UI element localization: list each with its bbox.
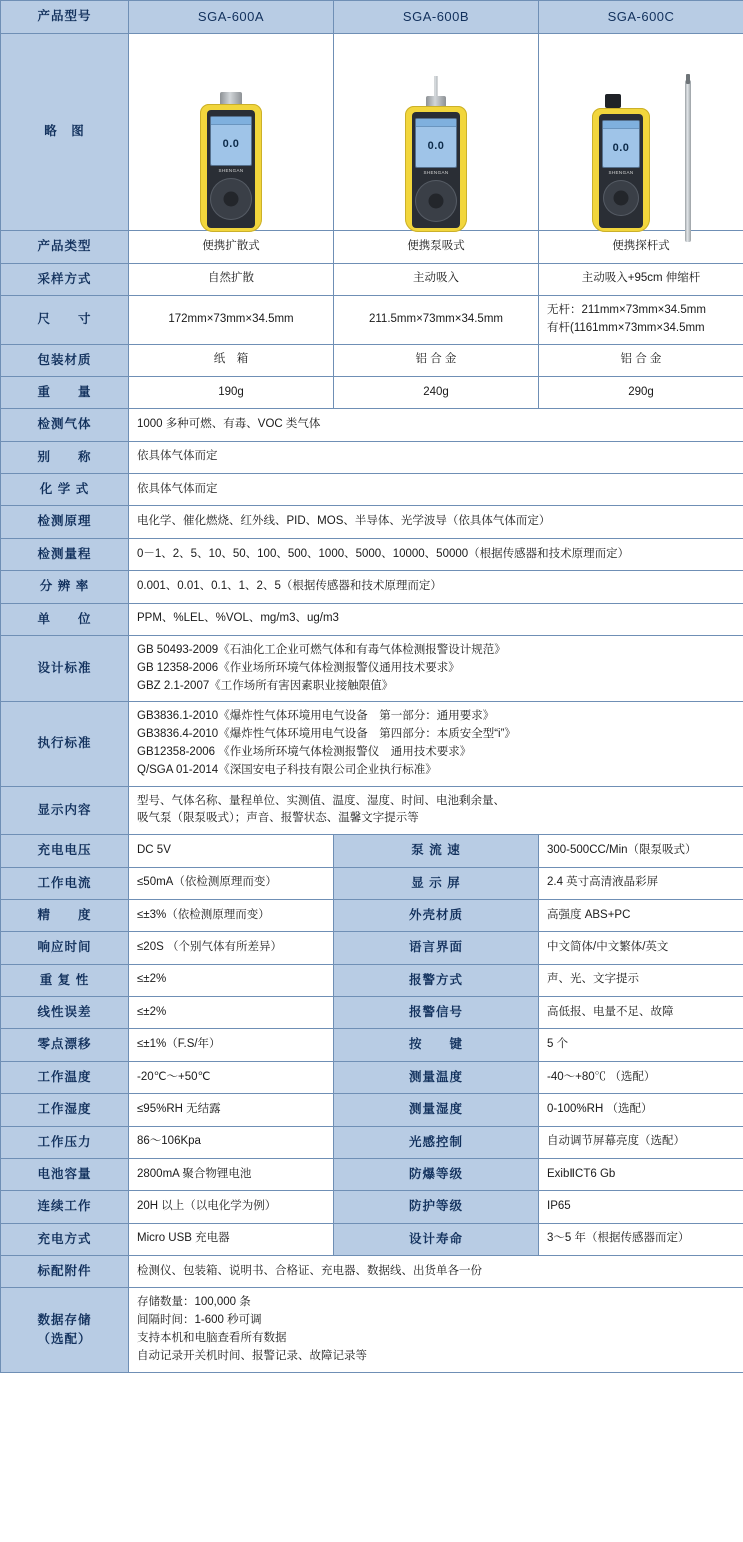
packing-a: 纸 箱: [129, 344, 334, 376]
product-type-a: 便携扩散式: [129, 231, 334, 263]
row-label-sketch: 略 图: [1, 34, 129, 231]
light-control-value: 自动调节屏幕亮度（选配）: [539, 1126, 743, 1158]
weight-c: 290g: [539, 376, 743, 408]
device-screen: [602, 120, 640, 168]
formula-value: 依具体气体而定: [129, 474, 743, 506]
design-standard-value: [129, 635, 743, 701]
alarm-signal-value: 高低报、电量不足、故障: [539, 997, 743, 1029]
table-row-work-temperature: [1, 1061, 743, 1093]
row-label-alias: 别 称: [1, 441, 129, 473]
screen-reading: 0.0: [427, 140, 445, 153]
keys-value: 5 个: [539, 1029, 743, 1061]
device-keypad: [415, 180, 457, 222]
range-value: 0－1、2、5、10、50、100、500、1000、5000、10000、50000（根据传感器和技术原理而定）: [129, 538, 743, 570]
resolution-value: 0.001、0.01、0.1、1、2、5（根据传感器和技术原理而定）: [129, 571, 743, 603]
row-label-light-control: 光感控制: [334, 1126, 539, 1158]
display-content-line2: 吸气泵（限泵吸式）；声音、报警状态、温馨文字提示等: [137, 812, 419, 825]
table-row-sketch: [1, 34, 743, 231]
table-row-accessories: [1, 1256, 743, 1288]
row-label-unit: 单 位: [1, 603, 129, 635]
work-pressure-value: 86～106Kpa: [129, 1126, 334, 1158]
size-a: 172mm×73mm×34.5mm: [129, 295, 334, 344]
row-label-packing: 包装材质: [1, 344, 129, 376]
size-b: 211.5mm×73mm×34.5mm: [334, 295, 539, 344]
row-label-display-content: 显示内容: [1, 786, 129, 835]
row-label-sampling: 采样方式: [1, 263, 129, 295]
row-label-resolution: 分 辨 率: [1, 571, 129, 603]
data-storage-value: [129, 1288, 743, 1372]
row-label-alarm-mode: 报警方式: [334, 964, 539, 996]
telescopic-probe-icon: [685, 80, 691, 242]
execute-standard-line1: GB3836.1-2010《爆炸性气体环境用电气设备 第一部分：通用要求》: [137, 710, 495, 723]
data-storage-line3: 支持本机和电脑查看所有数据: [137, 1332, 287, 1345]
design-standard-line2: GB 12358-2006《作业场所环境气体检测报警仪通用技术要求》: [137, 661, 460, 674]
row-label-detect-gas: 检测气体: [1, 409, 129, 441]
row-label-language: 语言界面: [334, 932, 539, 964]
row-label-explosion-grade: 防爆等级: [334, 1158, 539, 1190]
device-brand: SHENGAN: [218, 168, 244, 174]
row-label-product-type: 产品类型: [1, 231, 129, 263]
table-row-packing: [1, 344, 743, 376]
row-label-measure-temperature: 测量温度: [334, 1061, 539, 1093]
row-label-work-humidity: 工作湿度: [1, 1094, 129, 1126]
row-label-principle: 检测原理: [1, 506, 129, 538]
row-label-execute-standard: 执行标准: [1, 702, 129, 786]
charge-mode-value: Micro USB 充电器: [129, 1223, 334, 1255]
product-type-c: 便携探杆式: [539, 231, 743, 263]
row-label-alarm-signal: 报警信号: [334, 997, 539, 1029]
row-label-work-temperature: 工作温度: [1, 1061, 129, 1093]
row-label-work-current: 工作电流: [1, 867, 129, 899]
device-brand: SHENGAN: [423, 170, 449, 176]
data-storage-line1: 存储数量：100,000 条: [137, 1296, 251, 1309]
row-label-data-storage: [1, 1288, 129, 1372]
device-keypad: [210, 178, 252, 220]
alarm-mode-value: 声、光、文字提示: [539, 964, 743, 996]
table-row-charge-voltage: [1, 835, 743, 867]
repeatability-value: ≤±2%: [129, 964, 334, 996]
row-label-model: 产品型号: [1, 1, 129, 34]
battery-capacity-value: 2800mA 聚合物锂电池: [129, 1158, 334, 1190]
table-row-design-standard: [1, 635, 743, 701]
display-screen-value: 2.4 英寸高清液晶彩屏: [539, 867, 743, 899]
design-life-value: 3～5 年（根据传感器而定）: [539, 1223, 743, 1255]
model-a-header: SGA-600A: [129, 1, 334, 34]
product-type-b: 便携泵吸式: [334, 231, 539, 263]
work-temperature-value: -20℃～+50℃: [129, 1061, 334, 1093]
sampling-b: 主动吸入: [334, 263, 539, 295]
charge-voltage-value: DC 5V: [129, 835, 334, 867]
table-row-data-storage: [1, 1288, 743, 1372]
table-row-continuous-work: [1, 1191, 743, 1223]
table-row-product-type: [1, 231, 743, 263]
work-current-value: ≤50mA（依检测原理而变）: [129, 867, 334, 899]
probe-tip-icon: [686, 74, 690, 84]
row-label-size: 尺 寸: [1, 295, 129, 344]
table-row-linear-error: [1, 997, 743, 1029]
row-label-design-life: 设计寿命: [334, 1223, 539, 1255]
data-storage-label-line2: （选配）: [37, 1332, 92, 1347]
row-label-keys: 按 键: [334, 1029, 539, 1061]
device-brand: SHENGAN: [608, 170, 634, 176]
linear-error-value: ≤±2%: [129, 997, 334, 1029]
alias-value: 依具体气体而定: [129, 441, 743, 473]
sampling-a: 自然扩散: [129, 263, 334, 295]
device-image-600a: [129, 34, 334, 231]
table-row-alias: [1, 441, 743, 473]
weight-a: 190g: [129, 376, 334, 408]
row-label-display-screen: 显 示 屏: [334, 867, 539, 899]
size-c-line1: 无杆：211mm×73mm×34.5mm: [547, 303, 706, 316]
design-standard-line1: GB 50493-2009《石油化工企业可燃气体和有毒气体检测报警设计规范》: [137, 643, 506, 656]
measure-humidity-value: 0-100%RH （选配）: [539, 1094, 743, 1126]
packing-b: 铝 合 金: [334, 344, 539, 376]
table-row-range: [1, 538, 743, 570]
execute-standard-line4: Q/SGA 01-2014《深国安电子科技有限公司企业执行标准》: [137, 763, 437, 776]
principle-value: 电化学、催化燃烧、红外线、PID、MOS、半导体、光学波导（依具体气体而定）: [129, 506, 743, 538]
table-row-charge-mode: [1, 1223, 743, 1255]
table-row-size: [1, 295, 743, 344]
table-row-work-pressure: [1, 1126, 743, 1158]
device-image-600b: [334, 34, 539, 231]
row-label-continuous-work: 连续工作: [1, 1191, 129, 1223]
table-row-resolution: [1, 571, 743, 603]
execute-standard-value: [129, 702, 743, 786]
accuracy-value: ≤±3%（依检测原理而变）: [129, 899, 334, 931]
language-value: 中文简体/中文繁体/英文: [539, 932, 743, 964]
row-label-charge-voltage: 充电电压: [1, 835, 129, 867]
work-humidity-value: ≤95%RH 无结露: [129, 1094, 334, 1126]
detect-gas-value: 1000 多种可燃、有毒、VOC 类气体: [129, 409, 743, 441]
model-b-header: SGA-600B: [334, 1, 539, 34]
unit-value: PPM、%LEL、%VOL、mg/m3、ug/m3: [129, 603, 743, 635]
shell-material-value: 高强度 ABS+PC: [539, 899, 743, 931]
row-label-repeatability: 重 复 性: [1, 964, 129, 996]
row-label-linear-error: 线性误差: [1, 997, 129, 1029]
screen-reading: 0.0: [612, 142, 630, 155]
row-label-battery-capacity: 电池容量: [1, 1158, 129, 1190]
zero-drift-value: ≤±1%（F.S/年）: [129, 1029, 334, 1061]
explosion-grade-value: ExibⅡCT6 Gb: [539, 1158, 743, 1190]
table-row-detect-gas: [1, 409, 743, 441]
table-row-principle: [1, 506, 743, 538]
row-label-zero-drift: 零点漂移: [1, 1029, 129, 1061]
sampling-c: 主动吸入+95cm 伸缩杆: [539, 263, 743, 295]
row-label-range: 检测量程: [1, 538, 129, 570]
size-c-line2: 有杆(1161mm×73mm×34.5mm: [547, 321, 705, 334]
data-storage-line4: 自动记录开关机时间、报警记录、故障记录等: [137, 1349, 367, 1362]
table-row-sampling: [1, 263, 743, 295]
response-time-value: ≤20S （个别气体有所差异）: [129, 932, 334, 964]
pump-flow-value: 300-500CC/Min（限泵吸式）: [539, 835, 743, 867]
measure-temperature-value: -40～+80℃ （选配）: [539, 1061, 743, 1093]
table-row-formula: [1, 474, 743, 506]
row-label-work-pressure: 工作压力: [1, 1126, 129, 1158]
data-storage-label-line1: 数据存储: [37, 1312, 92, 1327]
row-label-protection-grade: 防护等级: [334, 1191, 539, 1223]
device-image-600c: [539, 34, 743, 231]
table-row-repeatability: [1, 964, 743, 996]
protection-grade-value: IP65: [539, 1191, 743, 1223]
table-row-model: [1, 1, 743, 34]
row-label-weight: 重 量: [1, 376, 129, 408]
execute-standard-line3: GB12358-2006 《作业场所环境气体检测报警仪 通用技术要求》: [137, 745, 472, 758]
table-row-unit: [1, 603, 743, 635]
continuous-work-value: 20H 以上（以电化学为例）: [129, 1191, 334, 1223]
display-content-line1: 型号、气体名称、量程单位、实测值、温度、湿度、时间、电池剩余量、: [137, 794, 505, 807]
device-keypad: [603, 180, 639, 216]
table-row-work-humidity: [1, 1094, 743, 1126]
row-label-design-standard: 设计标准: [1, 635, 129, 701]
row-label-response-time: 响应时间: [1, 932, 129, 964]
screen-reading: 0.0: [222, 138, 240, 151]
probe-connector-icon: [605, 94, 621, 108]
row-label-accuracy: 精 度: [1, 899, 129, 931]
table-row-zero-drift: [1, 1029, 743, 1061]
row-label-formula: 化 学 式: [1, 474, 129, 506]
table-row-battery-capacity: [1, 1158, 743, 1190]
row-label-shell-material: 外壳材质: [334, 899, 539, 931]
device-screen: [210, 116, 252, 166]
size-c: [539, 295, 743, 344]
device-screen: [415, 118, 457, 168]
table-row-accuracy: [1, 899, 743, 931]
table-row-display-content: [1, 786, 743, 835]
row-label-charge-mode: 充电方式: [1, 1223, 129, 1255]
data-storage-line2: 间隔时间：1-600 秒可调: [137, 1314, 262, 1327]
execute-standard-line2: GB3836.4-2010《爆炸性气体环境用电气设备 第四部分：本质安全型“i”》: [137, 728, 516, 741]
table-row-execute-standard: [1, 702, 743, 786]
table-row-work-current: [1, 867, 743, 899]
accessories-value: 检测仪、包装箱、说明书、合格证、充电器、数据线、出货单各一份: [129, 1256, 743, 1288]
row-label-accessories: 标配附件: [1, 1256, 129, 1288]
packing-c: 铝 合 金: [539, 344, 743, 376]
table-row-weight: [1, 376, 743, 408]
row-label-measure-humidity: 测量湿度: [334, 1094, 539, 1126]
table-row-response-time: [1, 932, 743, 964]
weight-b: 240g: [334, 376, 539, 408]
model-c-header: SGA-600C: [539, 1, 743, 34]
display-content-value: [129, 786, 743, 835]
row-label-pump-flow: 泵 流 速: [334, 835, 539, 867]
design-standard-line3: GBZ 2.1-2007《工作场所有害因素职业接触限值》: [137, 679, 394, 692]
